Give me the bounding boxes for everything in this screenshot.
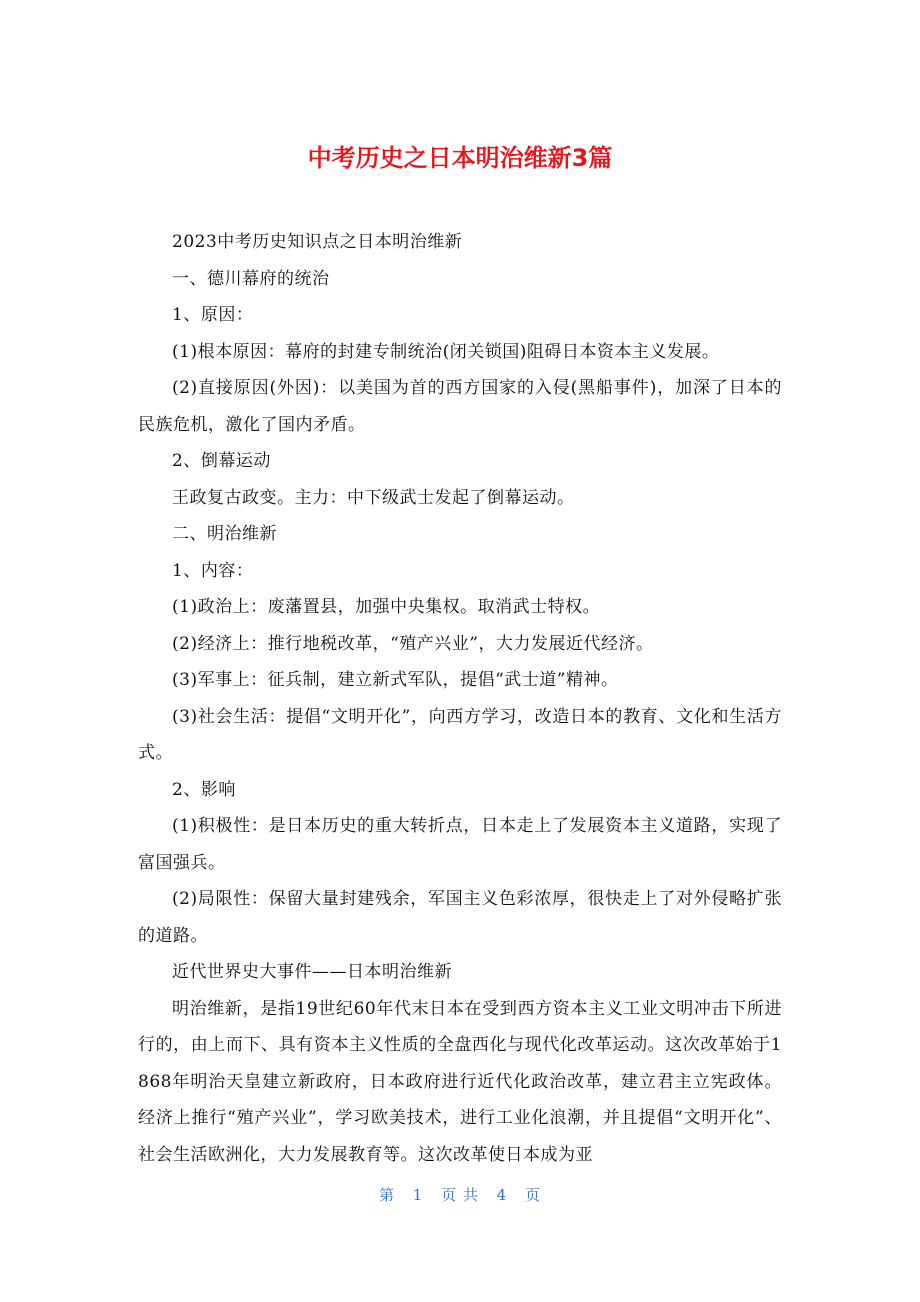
- paragraph: 2、影响: [172, 779, 236, 800]
- footer-middle: 页 共: [441, 1186, 479, 1204]
- paragraph: (1)根本原因：幕府的封建专制统治(闭关锁国)阻碍日本资本主义发展。: [172, 341, 720, 362]
- footer-prefix: 第: [378, 1186, 395, 1204]
- footer-suffix: 页: [525, 1186, 542, 1204]
- footer-total-pages: 4: [496, 1186, 508, 1204]
- paragraph: 王政复古政变。主力：中下级武士发起了倒幕运动。: [172, 487, 575, 508]
- footer-current-page: 1: [412, 1186, 424, 1204]
- paragraph: 2、倒幕运动: [172, 451, 271, 471]
- paragraph: 2023中考历史知识点之日本明治维新: [172, 232, 463, 252]
- paragraph: (1)政治上：废藩置县，加强中央集权。取消武士特权。: [172, 597, 601, 617]
- paragraph: 1、内容：: [172, 560, 254, 581]
- page-footer: [0, 1184, 920, 1205]
- paragraph: (3)社会生活：提倡“文明开化”，向西方学习，改造日本的教育、文化和生活方式。: [138, 706, 782, 763]
- paragraph: (2)直接原因(外因)：以美国为首的西方国家的入侵(黑船事件)，加深了日本的民族危机，激化了国内矛盾。: [138, 378, 782, 435]
- paragraph: 明治维新，是指19世纪60年代末日本在受到西方资本主义工业文明冲击下所进行的，由上而下、具有资本主义性质的全盘西化与现代化改革运动。这次改革始于1868年明治天皇建立新政府，日本政府进行近代化政治改革，建立君主立宪政体。经济上推行“殖产兴业”，学习欧美技术，进行工业化浪潮，并且提倡“文明开化”、社会生活欧洲化，大力发展教育等。这次改革使日本成为亚: [138, 998, 782, 1165]
- paragraph: 近代世界史大事件——日本明治维新: [172, 962, 452, 982]
- page-title: 中考历史之日本明治维新3篇: [307, 144, 613, 172]
- paragraph: (3)军事上：征兵制，建立新式军队，提倡“武士道”精神。: [172, 670, 619, 690]
- document-body: [138, 224, 782, 1173]
- paragraph: (2)经济上：推行地税改革，“殖产兴业”，大力发展近代经济。: [172, 633, 654, 654]
- paragraph: (2)局限性：保留大量封建残余，军国主义色彩浓厚，很快走上了对外侵略扩张的道路。: [138, 889, 782, 946]
- paragraph: 二、明治维新: [172, 524, 277, 544]
- paragraph: 1、原因：: [172, 305, 254, 325]
- paragraph: (1)积极性：是日本历史的重大转折点，日本走上了发展资本主义道路，实现了富国强兵。: [138, 816, 782, 873]
- paragraph: 一、德川幕府的统治: [172, 268, 330, 289]
